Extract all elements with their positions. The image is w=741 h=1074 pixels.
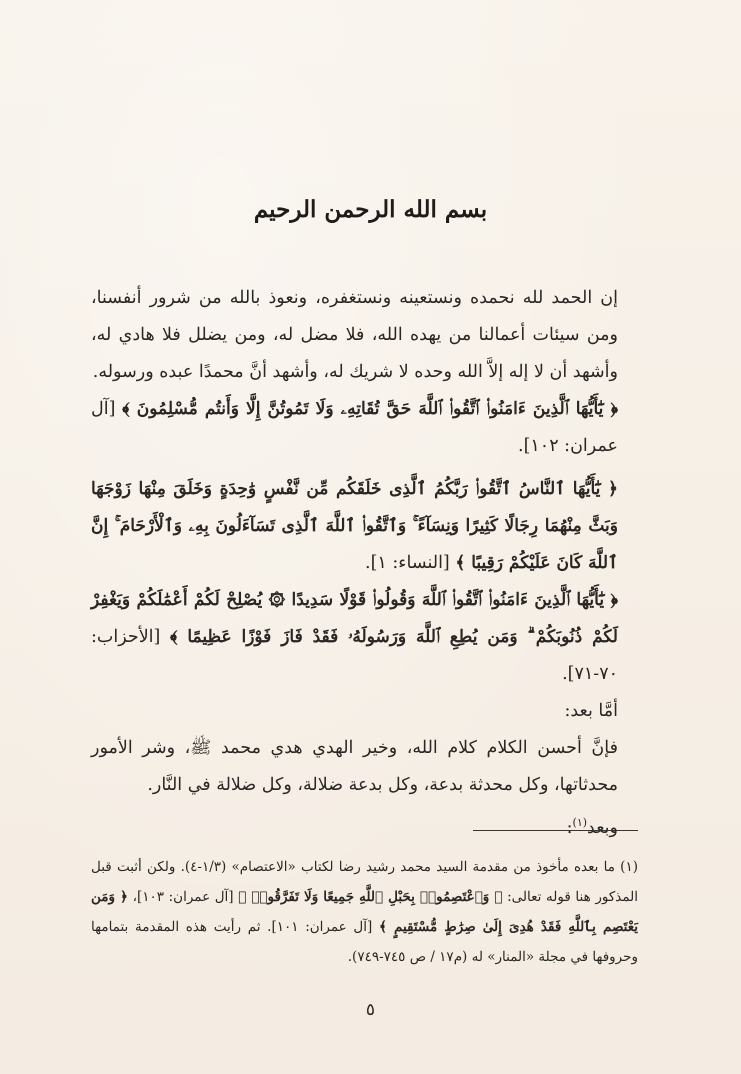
ayah-paragraph-2 [91,471,638,582]
amma-baad-text: أمَّا بعد: [564,701,618,721]
footnote-part-2: ثم رأيت هذه المقدمة بتمامها وحروفها في مجلة «المنار» له (م١٧ / ص ٧٤٥-٧٤٩). [91,919,638,965]
ayah-1-reference: [آل عمران: ١٠٢]. [91,399,618,456]
ayah-paragraph-1 [91,391,638,465]
ayah-2-text: ﴿ يَٰٓأَيُّهَا ٱلنَّاسُ ٱتَّقُوا۟ رَبَّكُمُ ٱلَّذِى خَلَقَكُم مِّن نَّفْسٍ وَٰحِدَةٍ وَخَلَقَ مِنْهَا زَوْجَهَا وَبَثَّ مِنْهُمَا رِجَالًا كَثِيرًا وَنِسَآءً ۚ وَٱتَّقُوا۟ ٱللَّهَ ٱلَّذِى تَسَآءَلُونَ بِهِۦ وَٱلْأَرْحَامَ ۚ إِنَّ ٱللَّهَ كَانَ عَلَيْكُمْ رَقِيبًا ﴾ [91,479,618,573]
footnote-number: (١) [620,859,638,875]
ayah-paragraph-3 [91,582,638,693]
ayah-3-text: ﴿ يَٰٓأَيُّهَا ٱلَّذِينَ ءَامَنُوا۟ ٱتَّقُوا۟ ٱللَّهَ وَقُولُوا۟ قَوْلًا سَدِيدًا ۞ يُصْلِحْ لَكُمْ أَعْمَٰلَكُمْ وَيَغْفِرْ لَكُمْ ذُنُوبَكُمْ ۗ وَمَن يُطِعِ ٱللَّهَ وَرَسُولَهُۥ فَقَدْ فَازَ فَوْزًا عَظِيمًا ﴾ [91,590,618,647]
amma-baad-line [91,693,638,730]
ayah-1-text: ﴿ يَٰٓأَيُّهَا ٱلَّذِينَ ءَامَنُوا۟ ٱتَّقُوا۟ ٱللَّهَ حَقَّ تُقَاتِهِۦ وَلَا تَمُوتُنَّ إِلَّا وَأَنتُم مُّسْلِمُونَ ﴾ [122,399,618,419]
ayah-2-reference: [النساء: ١]. [365,553,450,573]
hadith-text: فإنَّ أحسن الكلام كلام الله، وخير الهدي هدي محمد ﷺ، وشر الأمور محدثاتها، وكل محدثة بدعة، وكل بدعة ضلالة، وكل ضلالة في النَّار. [91,738,618,795]
opening-paragraph [91,280,638,391]
footnote-marker[interactable]: (١) [572,816,588,829]
wa-baad-line [91,804,638,847]
wa-baad-text: وبعد [587,817,618,838]
page-number: ٥ [365,1000,376,1020]
footnote-quote-2: ﴿ وَمَن يَعْتَصِم بِٱللَّهِ فَقَدْ هُدِىَ إِلَىٰ صِرَٰطٍ مُّسْتَقِيمٍ ﴾ [91,889,639,935]
footnote-1 [91,852,638,972]
footnote-divider [473,830,638,831]
basmala-heading: بسم الله الرحمن الرحيم [253,196,488,223]
hadith-paragraph [91,730,638,804]
footnote-part-1: ما بعده مأخوذ من مقدمة السيد محمد رشيد رضا لكتاب «الاعتصام» (١/٣-٤). ولكن أثبت قبل المذكور هنا قوله تعالى: [91,859,639,905]
footnote-ref-1: [آل عمران: ١٠٣]، [132,889,234,905]
footnote-quote-1: ﴿ وَٱعْتَصِمُوا۟ بِحَبْلِ ٱللَّهِ جَمِيعًا وَلَا تَفَرَّقُوا۟ ﴾ [238,889,503,905]
wa-baad-colon: : [566,817,573,838]
main-text [91,280,638,847]
opening-text: إن الحمد لله نحمده ونستعينه ونستغفره، ونعوذ بالله من شرور أنفسنا، ومن سيئات أعمالنا من يهده الله، فلا مضل له، ومن يضلل فلا هادي له، وأشهد أن لا إله إلاَّ الله وحده لا شريك له، وأشهد أنَّ محمدًا عبده ورسوله. [91,288,618,382]
footnote-ref-2: [آل عمران: ١٠١]. [267,919,373,935]
ayah-3-reference: [الأحزاب: ٧٠-٧١]. [91,627,618,684]
footnote-section [91,852,638,972]
